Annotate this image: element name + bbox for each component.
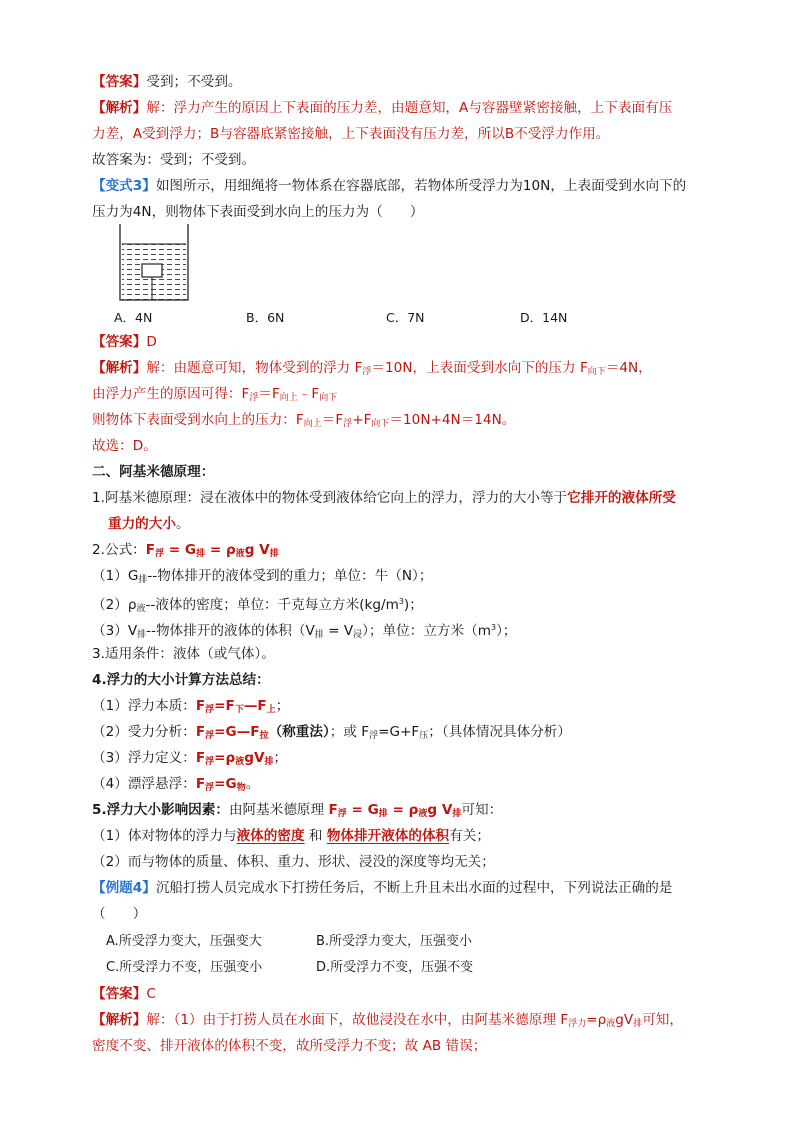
question-variant-3: 【变式3】如图所示，用细绳将一物体系在容器底部，若物体所受浮力为10N，上表面受到水向下的 <box>92 178 687 194</box>
question-example-4-line-2: （ ） <box>92 906 147 922</box>
methods-title: 4.浮力的大小计算方法总结： <box>92 672 270 688</box>
option-4c: C.所受浮力不变，压强变小 <box>106 960 263 975</box>
formula-item-1: $(1)G_排--$物体排开的液体受到的重力；单位：牛（N）； <box>92 568 433 585</box>
option-b: B．6N <box>246 310 285 325</box>
answer-tag: 【答案】 <box>92 74 147 90</box>
formula-item-3: $(3)V_排--$物体排开的液体的体积$(V_排 = V_浸)$；单位：立方米$(m^3)$； <box>92 623 517 640</box>
conclusion-line: 故答案为：受到；不受到。 <box>92 152 256 168</box>
method-4: （4）漂浮悬浮：$F_浮=G_物$。 <box>92 776 260 793</box>
analysis-4-line-2: 密度不变、排开液体的体积不变，故所受浮力不变；故 AB 错误； <box>92 1038 487 1054</box>
object-block <box>142 264 162 277</box>
analysis-3-line-1: 【解析】解：由题意可知，物体受到的浮力 $F_浮=10N$，上表面受到水向下的压力 $F_{向下}=4N$， <box>92 360 652 377</box>
answer-line-4: 【答案】C <box>92 986 156 1002</box>
example-tag: 【例题4】 <box>92 880 156 896</box>
option-a: A．4N <box>114 310 153 325</box>
method-2: （2）受力分析：$F_浮=G—F_拉$（称重法）；或 $F_浮=G+F_压$；（具体情况具体分析） <box>92 724 571 741</box>
principle-line-2: 重力的大小。 <box>108 516 190 532</box>
container-diagram <box>118 222 190 302</box>
applicability-line: 3.适用条件：液体（或气体）。 <box>92 646 275 662</box>
analysis-line-2: 力差，A受到浮力；B与容器底紧密接触，上下表面没有压力差，所以B不受浮力作用。 <box>92 126 610 142</box>
analysis-3-line-3: 则物体下表面受到水向上的压力：$F_{向上}=F_浮+F_{向下}=10N+4N=14N$。 <box>92 412 516 429</box>
variant-tag: 【变式3】 <box>92 178 156 194</box>
option-4a: A.所受浮力变大，压强变大 <box>106 934 262 949</box>
analysis-line: 【解析】解：浮力产生的原因上下表面的压力差，由题意知，A与容器壁紧密接触，上下表面有压 <box>92 100 673 116</box>
analysis-4-line-1: 【解析】解：（1）由于打捞人员在水面下，故他浸没在水中，由阿基米德原理 $F_{浮力}=\rho_液gV_排$可知， <box>92 1012 683 1029</box>
answer-line: 【答案】受到；不受到。 <box>92 74 242 90</box>
formula-line: 2.公式：$F_浮 = G_排 = \rho_液g$ $V_排$ <box>92 542 279 559</box>
section-title: 二、阿基米德原理： <box>92 464 215 480</box>
method-1: （1）浮力本质：$F_浮=F_下—F_上$； <box>92 698 290 715</box>
option-d: D．14N <box>520 310 568 325</box>
option-c: C．7N <box>386 310 425 325</box>
analysis-3-line-2: 由浮力产生的原因可得：$F_浮=F_{向上}﹣F_{向下}$ <box>92 386 338 403</box>
factor-item-2: （2）而与物体的质量、体积、重力、形状、浸没的深度等均无关； <box>92 854 495 870</box>
option-4d: D.所受浮力不变，压强不变 <box>316 960 474 975</box>
method-3: （3）浮力定义：$F_浮=\rho_液gV_排$； <box>92 750 288 767</box>
principle-line-1: 1.阿基米德原理：浸在液体中的物体受到液体给它向上的浮力，浮力的大小等于它排开的液体所受 <box>92 490 676 506</box>
factor-item-1: （1）体对物体的浮力与液体的密度 和 物体排开液体的体积有关； <box>92 828 490 844</box>
option-4b: B.所受浮力变大，压强变小 <box>316 934 473 949</box>
formula-item-2: $(2)\rho_液--$液体的密度；单位：千克每立方米$(kg/m^3)$； <box>92 597 423 614</box>
answer-line-3: 【答案】D <box>92 334 157 350</box>
question-example-4: 【例题4】沉船打捞人员完成水下打捞任务后，不断上升且未出水面的过程中，下列说法正确的是 <box>92 880 673 896</box>
analysis-tag: 【解析】 <box>92 100 147 116</box>
question-variant-3-line-2: 压力为4N，则物体下表面受到水向上的压力为（ ） <box>92 204 424 220</box>
analysis-3-line-4: 故选：D。 <box>92 438 157 454</box>
factors-line: 5.浮力大小影响因素：由阿基米德原理 $F_浮 = G_排 = \rho_液g$ $V_排$可知： <box>92 802 503 819</box>
